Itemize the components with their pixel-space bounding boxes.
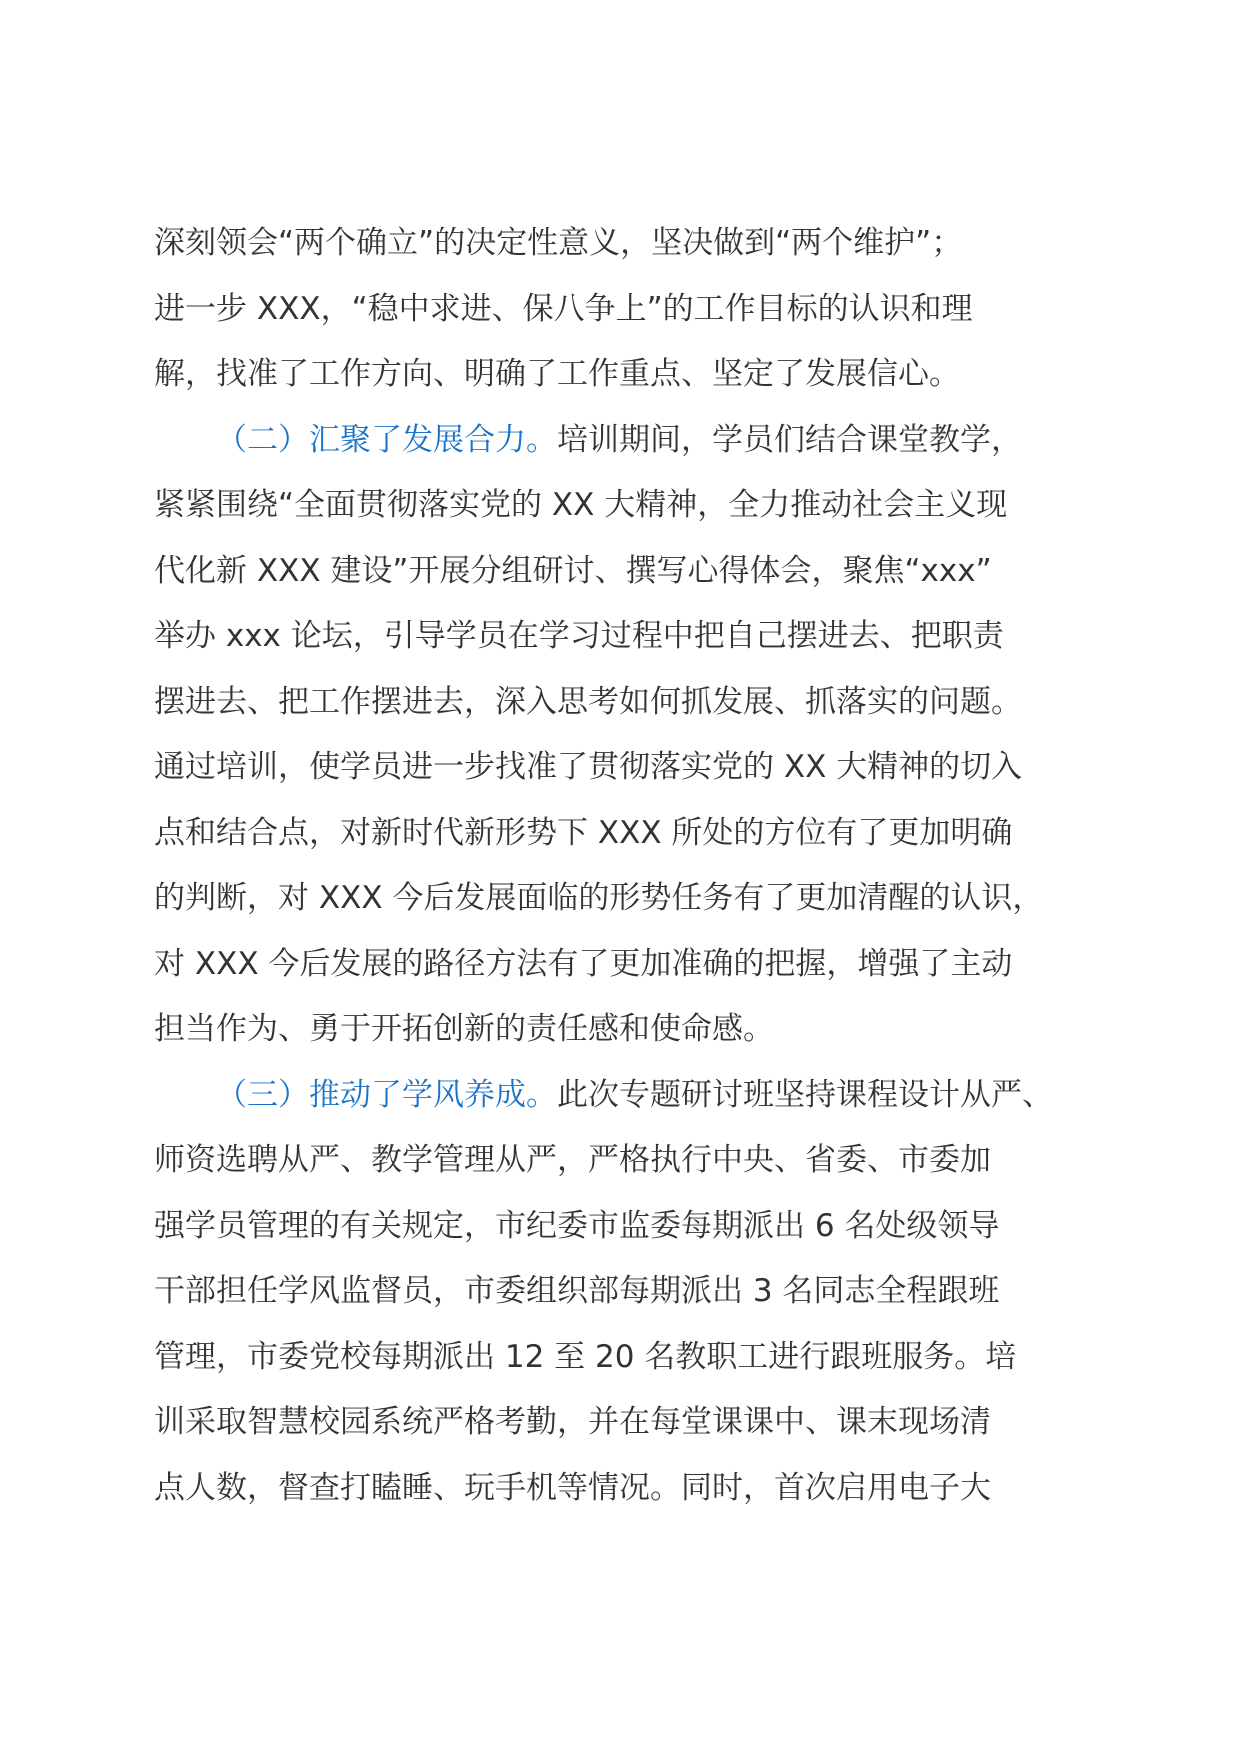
text-line: 师资选聘从严、教学管理从严，严格执行中央、省委、市委加	[154, 1142, 991, 1178]
text-line: 点人数，督查打瞌睡、玩手机等情况。同时，首次启用电子大	[154, 1469, 991, 1506]
text-line: 通过培训，使学员进一步找准了贯彻落实党的 XX 大精神的切入	[154, 749, 1023, 785]
text-line: 代化新 XXX 建设”开展分组研讨、撰写心得体会，聚焦“xxx”	[154, 552, 992, 589]
section-heading-2: （二）汇聚了发展合力。	[216, 421, 557, 458]
paragraph-1	[154, 211, 1094, 408]
text-line: 摆进去、把工作摆进去，深入思考如何抓发展、抓落实的问题。	[154, 683, 1022, 720]
text-line: 紧紧围绕“全面贯彻落实党的 XX 大精神，全力推动社会主义现	[154, 487, 1008, 523]
paragraph-first-line	[154, 408, 1094, 474]
text-line: 的判断，对 XXX 今后发展面临的形势任务有了更加清醒的认识，	[154, 880, 1044, 916]
text-segment: 培训期间，学员们结合课堂教学，	[557, 421, 1022, 458]
text-line: 对 XXX 今后发展的路径方法有了更加准确的把握，增强了主动	[154, 945, 1013, 982]
text-segment: 此次专题研讨班坚持课程设计从严、	[557, 1076, 1053, 1113]
paragraph-3	[154, 1063, 1094, 1522]
document-page	[154, 211, 1094, 1521]
text-line: 举办 xxx 论坛，引导学员在学习过程中把自己摆进去、把职责	[154, 618, 1004, 654]
text-line: 点和结合点，对新时代新形势下 XXX 所处的方位有了更加明确	[154, 814, 1013, 851]
text-line: 强学员管理的有关规定，市纪委市监委每期派出 6 名处级领导	[154, 1207, 1000, 1244]
paragraph-2	[154, 408, 1094, 1063]
text-line: 担当作为、勇于开拓创新的责任感和使命感。	[154, 1011, 774, 1047]
section-heading-3: （三）推动了学风养成。	[216, 1076, 557, 1113]
text-line: 干部担任学风监督员，市委组织部每期派出 3 名同志全程跟班	[154, 1273, 1000, 1309]
paragraph-first-line	[154, 1063, 1094, 1129]
text-line: 管理，市委党校每期派出 12 至 20 名教职工进行跟班服务。培	[154, 1338, 1017, 1375]
text-line: 训采取智慧校园系统严格考勤，并在每堂课课中、课末现场清	[154, 1404, 991, 1440]
text-line: 解，找准了工作方向、明确了工作重点、坚定了发展信心。	[154, 356, 960, 392]
text-line: 进一步 XXX，“稳中求进、保八争上”的工作目标的认识和理	[154, 290, 973, 327]
text-line: 深刻领会“两个确立”的决定性意义，坚决做到“两个维护”；	[154, 225, 963, 261]
